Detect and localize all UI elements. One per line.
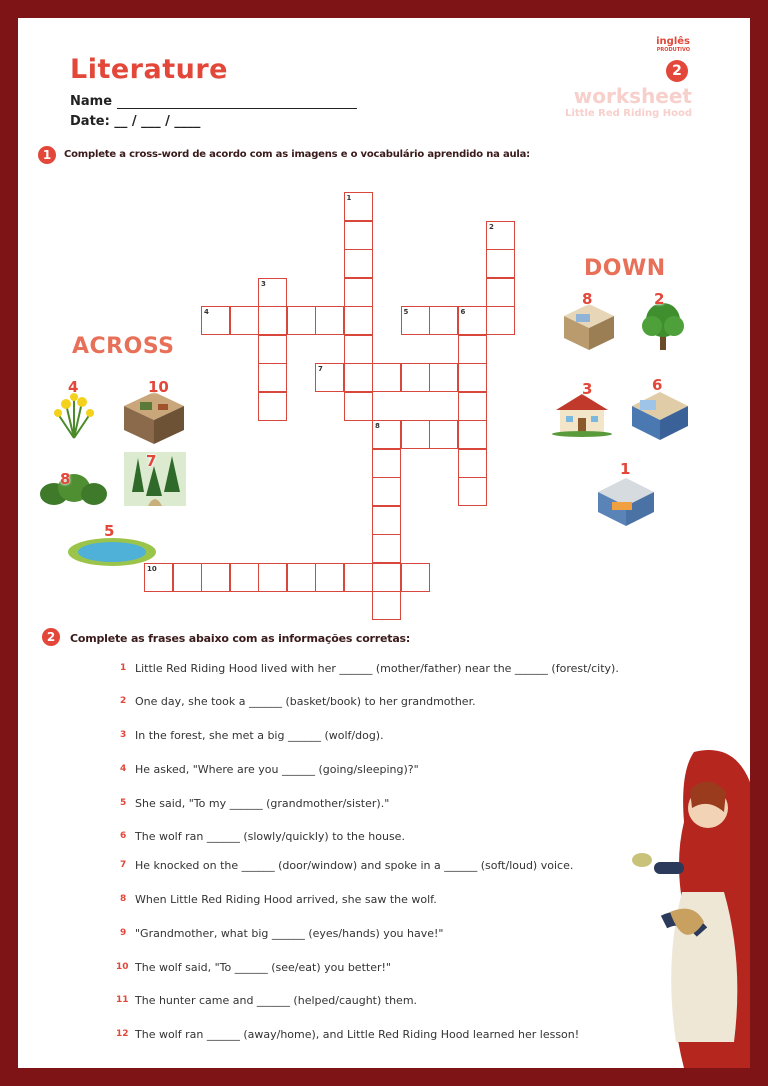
sentence-text[interactable]: "Grandmother, what big ______ (eyes/hands) you have!" <box>135 927 444 940</box>
worksheet-label: worksheet <box>573 84 692 108</box>
clue-number: 6 <box>460 308 466 316</box>
clue-number: 7 <box>318 365 323 373</box>
clue-number: 3 <box>261 279 266 288</box>
sentence-number: 1 <box>120 663 127 673</box>
sentence-number: 3 <box>120 730 127 740</box>
name-label: Name <box>70 94 113 109</box>
worksheet-page <box>18 18 750 1068</box>
across-pic-num-7: 7 <box>146 452 157 470</box>
across-heading: ACROSS <box>72 334 175 359</box>
sentence-number: 8 <box>120 894 127 904</box>
clue-number: 5 <box>403 308 409 316</box>
page-title: Literature <box>70 54 228 85</box>
down-pic-num-3: 3 <box>582 380 593 398</box>
sentence-text[interactable]: One day, she took a ______ (basket/book) to her grandmother. <box>135 695 476 708</box>
sentence-number: 12 <box>116 1029 129 1039</box>
sentence-number: 11 <box>116 995 129 1005</box>
section1-instruction: Complete a cross-word de acordo com as imagens e o vocabulário aprendido na aula: <box>64 149 530 160</box>
across-pic-num-4: 4 <box>68 378 79 396</box>
clue-number: 1 <box>346 194 352 202</box>
across-pic-num-8: 8 <box>60 470 71 488</box>
clue-number: 2 <box>489 222 494 231</box>
sentence-text[interactable]: He knocked on the ______ (door/window) and spoke in a ______ (soft/loud) voice. <box>135 859 574 872</box>
across-pic-num-5: 5 <box>104 522 115 540</box>
sentence-number: 4 <box>120 764 127 774</box>
clue-number: 10 <box>147 564 157 573</box>
sentence-number: 7 <box>120 860 127 870</box>
down-pic-num-1: 1 <box>620 460 631 478</box>
sentence-text[interactable]: The wolf said, "To ______ (see/eat) you better!" <box>135 961 391 974</box>
sentence-number: 5 <box>120 798 127 808</box>
sentence-number: 10 <box>116 962 129 972</box>
little-red-riding-hood-illustration <box>624 742 750 1068</box>
sentence-text[interactable]: In the forest, she met a big ______ (wolf/dog). <box>135 729 384 742</box>
worksheet-number-badge: 2 <box>666 60 688 82</box>
worksheet-subtitle: Little Red Riding Hood <box>565 108 692 119</box>
section2-badge: 2 <box>42 628 60 646</box>
brand-name: inglês <box>656 36 690 47</box>
sentence-number: 6 <box>120 831 127 841</box>
section2-instruction: Complete as frases abaixo com as informações corretas: <box>70 632 411 645</box>
sentence-text[interactable]: She said, "To my ______ (grandmother/sister)." <box>135 797 390 810</box>
down-pic-num-8: 8 <box>582 290 593 308</box>
sentence-text[interactable]: The wolf ran ______ (slowly/quickly) to the house. <box>135 830 405 843</box>
sentence-text[interactable]: Little Red Riding Hood lived with her ______ (mother/father) near the ______ (forest/city). <box>135 662 619 675</box>
date-label[interactable]: Date: __ / ___ / ____ <box>70 114 201 129</box>
clue-number: 8 <box>375 422 380 430</box>
down-heading: DOWN <box>584 256 666 281</box>
sentence-text[interactable]: He asked, "Where are you ______ (going/sleeping)?" <box>135 763 419 776</box>
sentence-number: 9 <box>120 928 127 938</box>
across-pic-num-10: 10 <box>148 378 169 396</box>
sentence-text[interactable]: When Little Red Riding Hood arrived, she saw the wolf. <box>135 893 437 906</box>
sentence-text[interactable]: The hunter came and ______ (helped/caught) them. <box>135 994 418 1007</box>
sentence-number: 2 <box>120 696 127 706</box>
down-pic-num-2: 2 <box>654 290 665 308</box>
clue-number: 4 <box>204 308 209 316</box>
down-pic-num-6: 6 <box>652 376 663 394</box>
brand-sub: PRODUTIVO <box>656 47 690 53</box>
section1-badge: 1 <box>38 146 56 164</box>
sentence-text[interactable]: The wolf ran ______ (away/home), and Little Red Riding Hood learned her lesson! <box>135 1028 580 1041</box>
